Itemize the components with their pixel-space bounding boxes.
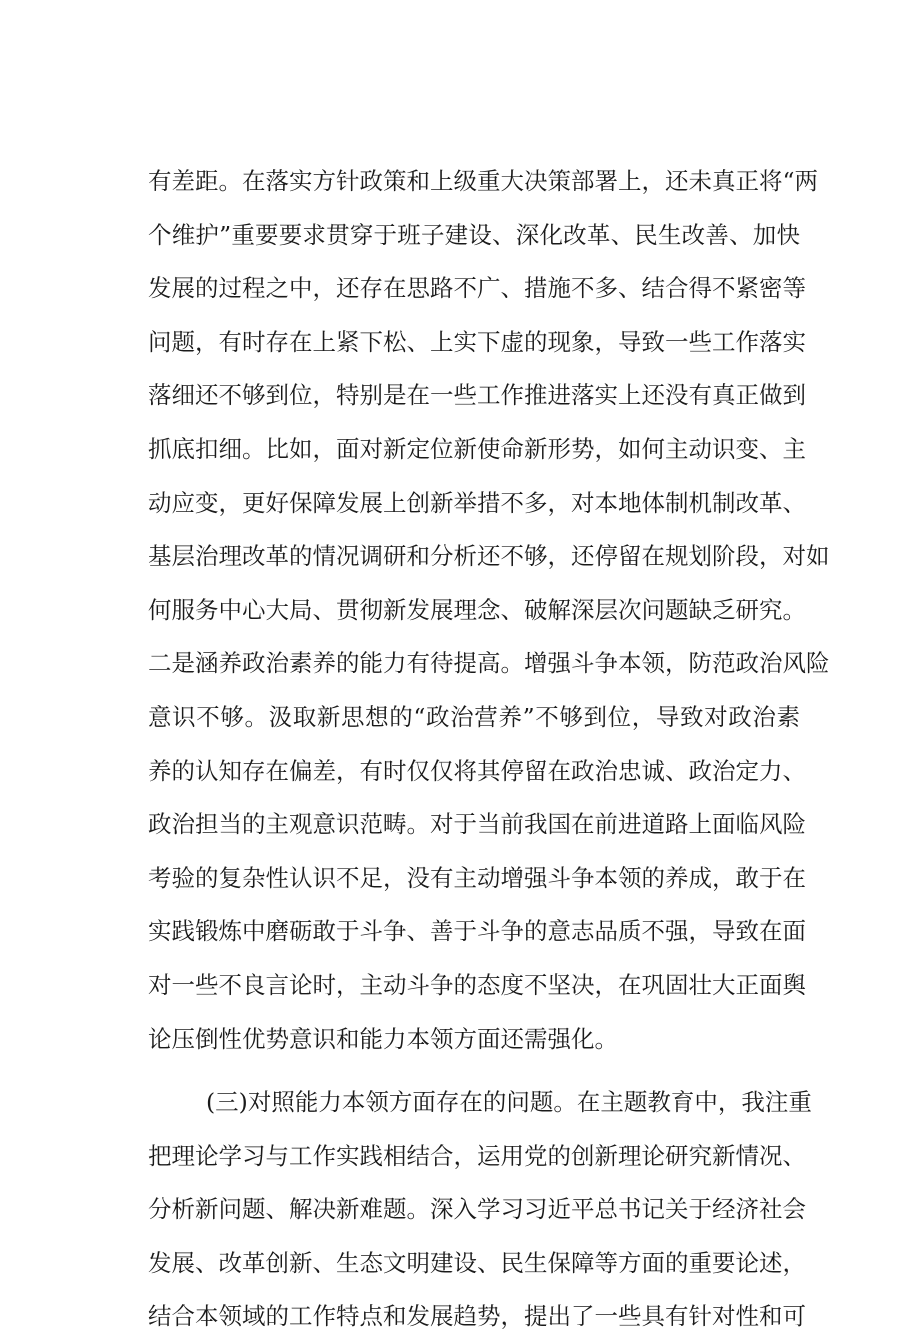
paragraph-ability-issues	[148, 1076, 812, 1344]
text-line: 基层治理改革的情况调研和分析还不够，还停留在规划阶段，对如	[148, 542, 830, 571]
text-line: 实践锻炼中磨砺敢于斗争、善于斗争的意志品质不强，导致在面	[148, 917, 806, 946]
text-line: 结合本领域的工作特点和发展趋势，提出了一些具有针对性和可	[148, 1302, 806, 1331]
text-line: 二是涵养政治素养的能力有待提高。增强斗争本领，防范政治风险	[148, 649, 830, 678]
text-line: 个维护”重要要求贯穿于班子建设、深化改革、民生改善、加快	[148, 220, 800, 249]
text-line: 问题，有时存在上紧下松、上实下虚的现象，导致一些工作落实	[148, 327, 806, 356]
body-text	[148, 155, 830, 1344]
paragraph-capability-gap	[148, 155, 830, 1066]
text-line: 落细还不够到位，特别是在一些工作推进落实上还没有真正做到	[148, 381, 806, 410]
text-line: 抓底扣细。比如，面对新定位新使命新形势，如何主动识变、主	[148, 434, 806, 463]
text-line: (三)对照能力本领方面存在的问题。在主题教育中，我注重	[206, 1088, 812, 1117]
text-line: 把理论学习与工作实践相结合，运用党的创新理论研究新情况、	[148, 1141, 806, 1170]
text-line: 对一些不良言论时，主动斗争的态度不坚决，在巩固壮大正面舆	[148, 970, 806, 999]
text-line: 政治担当的主观意识范畴。对于当前我国在前进道路上面临风险	[148, 810, 806, 839]
paragraph-spacer	[148, 1066, 800, 1076]
text-line: 养的认知存在偏差，有时仅仅将其停留在政治忠诚、政治定力、	[148, 756, 806, 785]
text-line: 动应变，更好保障发展上创新举措不多，对本地体制机制改革、	[148, 488, 806, 517]
text-line: 有差距。在落实方针政策和上级重大决策部署上，还未真正将“两	[148, 167, 819, 195]
text-line: 发展、改革创新、生态文明建设、民生保障等方面的重要论述，	[148, 1248, 806, 1277]
text-line: 发展的过程之中，还存在思路不广、措施不多、结合得不紧密等	[148, 274, 806, 303]
text-line: 分析新问题、解决新难题。深入学习习近平总书记关于经济社会	[148, 1195, 806, 1224]
text-line: 何服务中心大局、贯彻新发展理念、破解深层次问题缺乏研究。	[148, 595, 806, 624]
text-line: 意识不够。汲取新思想的“政治营养”不够到位，导致对政治素	[148, 702, 800, 731]
text-line: 论压倒性优势意识和能力本领方面还需强化。	[148, 1024, 618, 1053]
text-line: 考验的复杂性认识不足，没有主动增强斗争本领的养成，敢于在	[148, 863, 806, 892]
